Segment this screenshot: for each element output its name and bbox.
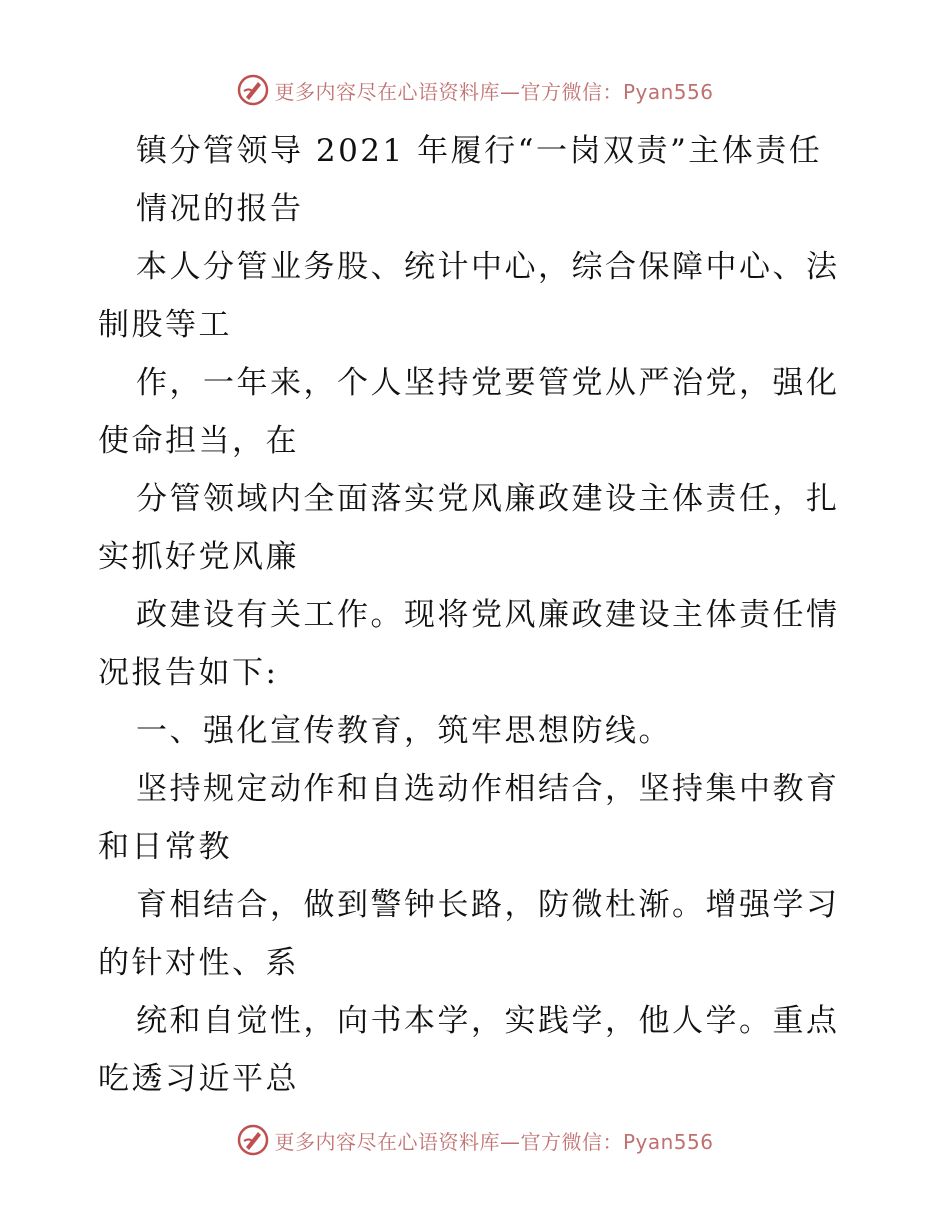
- pen-nib-logo-icon: [236, 1123, 270, 1157]
- paragraph-line: 吃透习近平总: [98, 1061, 299, 1097]
- paragraph-line: 和日常教: [98, 829, 232, 865]
- header-banner: [0, 70, 950, 110]
- paragraph-line: 分管领域内全面落实党风廉政建设主体责任，扎: [136, 481, 840, 517]
- paragraph-line: 制股等工: [98, 307, 232, 343]
- pen-nib-logo-icon: [236, 73, 270, 107]
- section-heading: 一、强化宣传教育，筑牢思想防线。: [136, 713, 672, 749]
- paragraph-line: 况报告如下:: [98, 655, 279, 691]
- footer-banner-text: 更多内容尽在心语资料库—官方微信：Pyan556: [274, 1129, 714, 1154]
- paragraph-line: 本人分管业务股、统计中心，综合保障中心、法: [136, 249, 840, 285]
- title-line-1: 镇分管领导 2021 年履行“一岗双责”主体责任: [136, 133, 823, 169]
- paragraph-line: 统和自觉性，向书本学，实践学，他人学。重点: [136, 1003, 840, 1039]
- document-body: [98, 122, 858, 1108]
- paragraph-line: 使命担当，在: [98, 423, 299, 459]
- paragraph-line: 坚持规定动作和自选动作相结合，坚持集中教育: [136, 771, 840, 807]
- paragraph-line: 作，一年来，个人坚持党要管党从严治党，强化: [136, 365, 840, 401]
- footer-banner: [0, 1120, 950, 1160]
- paragraph-line: 育相结合，做到警钟长路，防微杜渐。增强学习: [136, 887, 840, 923]
- paragraph-line: 政建设有关工作。现将党风廉政建设主体责任情: [136, 597, 840, 633]
- header-banner-text: 更多内容尽在心语资料库—官方微信：Pyan556: [274, 79, 714, 104]
- paragraph-line: 实抓好党风廉: [98, 539, 299, 575]
- paragraph-line: 的针对性、系: [98, 945, 299, 981]
- title-line-2: 情况的报告: [136, 191, 304, 227]
